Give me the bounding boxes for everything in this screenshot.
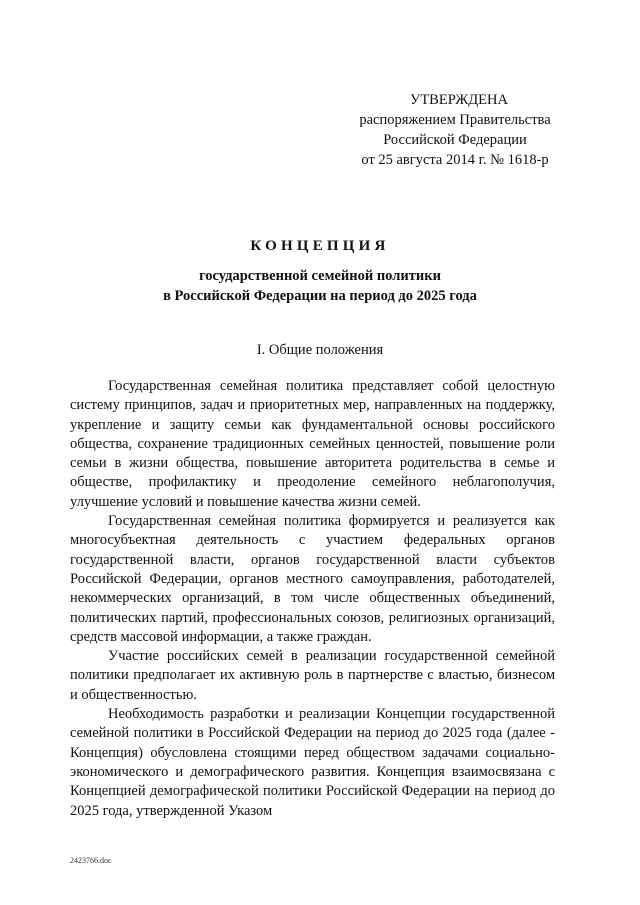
approval-line-2: Российской Федерации xyxy=(383,132,527,148)
document-subtitle xyxy=(0,266,640,306)
approval-line-1: распоряжением Правительства xyxy=(359,112,551,128)
approval-block xyxy=(340,90,570,170)
paragraph-4: Необходимость разработки и реализации Концепции государственной семейной политики в Российской Федерации на период до 2025 года (далее - Концепция) обусловлена стоящими перед обществом задачами социально-экономического и демографического развития. Концепция взаимосвязана с Концепцией демографической политики Российской Федерации на период до 2025 года, утвержденной Указом xyxy=(70,706,555,819)
paragraph-2: Государственная семейная политика формируется и реализуется как многосубъектная деятельность с участием федеральных органов государственной власти, органов государственной власти субъектов Российской Федерации, органов местного самоуправления, работодателей, некоммерческих организаций, в том числе общественных объединений, политических партий, профессиональных союзов, религиозных организаций, средств массовой информации, а также граждан. xyxy=(70,513,555,645)
doc-file-code: 2423766.doc xyxy=(70,856,112,865)
paragraph-1: Государственная семейная политика представляет собой целостную систему принципов, задач и приоритетных мер, направленных на поддержку, укрепление и защиту семьи как фундаментальной основы российского общества, сохранение традиционных семейных ценностей, повышение роли семьи в жизни общества, повышение авторитета родительства в семье и обществе, профилактику и преодоление семейного неблагополучия, улучшение условий и повышение качества жизни семей. xyxy=(70,378,555,510)
subtitle-line-2: в Российской Федерации на период до 2025 года xyxy=(163,288,477,304)
section-heading: I. Общие положения xyxy=(256,342,384,358)
approval-line-3: от 25 августа 2014 г. № 1618-р xyxy=(361,152,549,168)
paragraph-3: Участие российских семей в реализации государственной семейной политики предполагает их активную роль в партнерстве с властью, бизнесом и общественностью. xyxy=(70,648,555,703)
document-title: КОНЦЕПЦИЯ xyxy=(250,238,390,254)
body-text xyxy=(70,377,555,821)
subtitle-line-1: государственной семейной политики xyxy=(199,268,441,284)
approval-heading: УТВЕРЖДЕНА xyxy=(410,92,508,108)
